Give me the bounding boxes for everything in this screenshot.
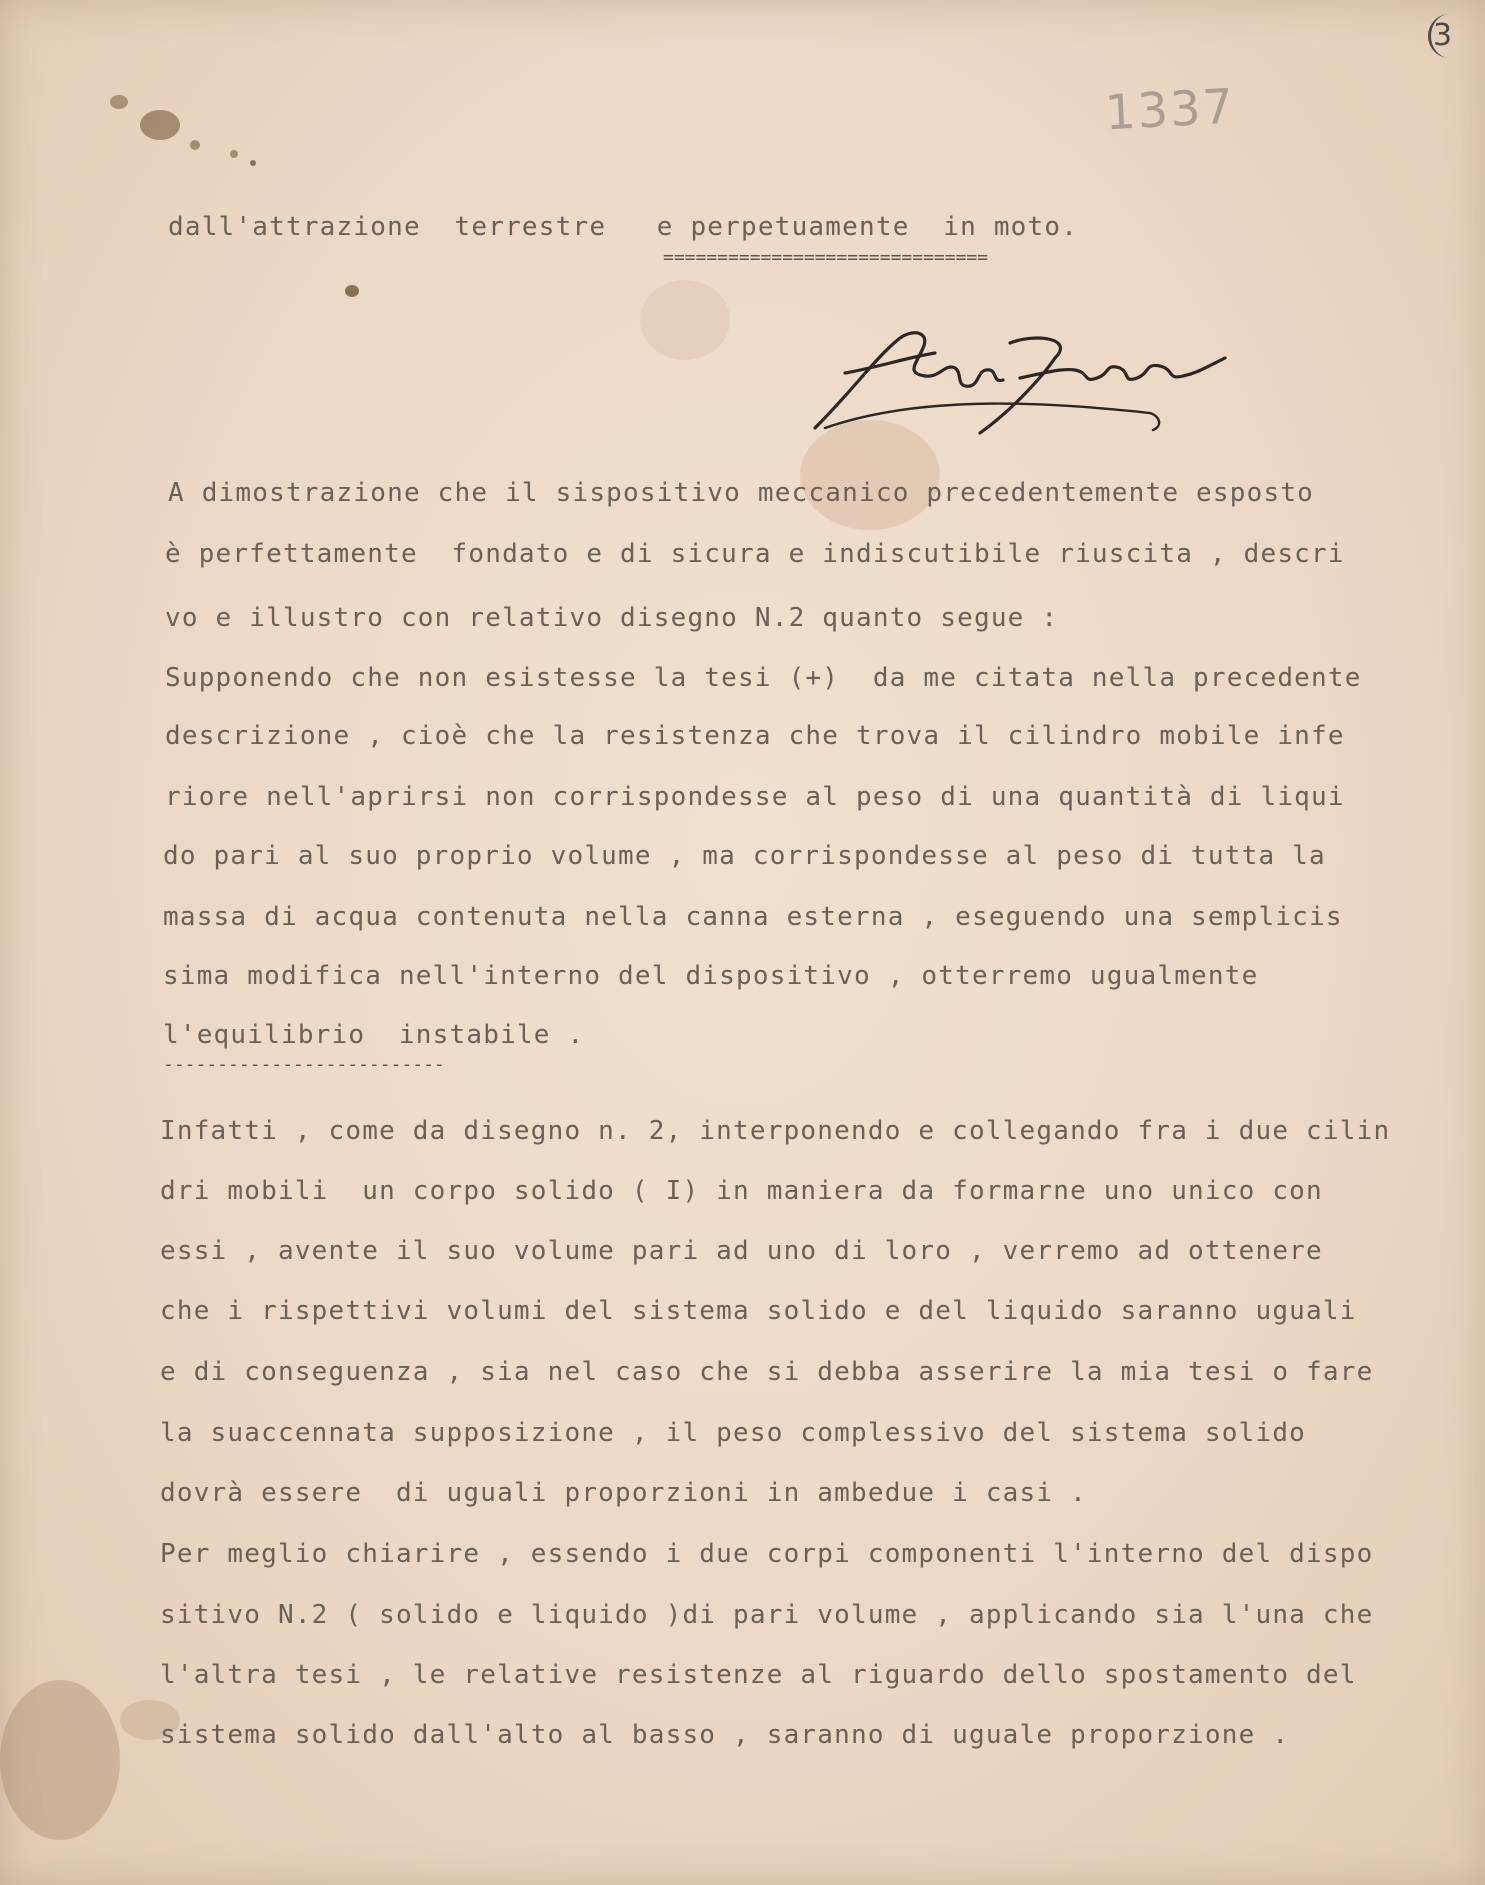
text-line: massa di acqua contenuta nella canna esterna , eseguendo una semplicis xyxy=(163,902,1343,932)
text-line: sitivo N.2 ( solido e liquido )di pari volume , applicando sia l'una che xyxy=(160,1600,1374,1630)
text-line: Infatti , come da disegno n. 2, interponendo e collegando fra i due cilin xyxy=(160,1116,1391,1146)
underline-rule: -------------------------- xyxy=(163,1054,445,1075)
double-underline-rule: ============================== xyxy=(663,247,989,268)
text-line: A dimostrazione che il sispositivo meccanico precedentemente esposto xyxy=(168,478,1315,508)
text-line: sistema solido dall'alto al basso , saranno di uguale proporzione . xyxy=(160,1720,1290,1750)
text-line: la suaccennata supposizione , il peso complessivo del sistema solido xyxy=(160,1418,1307,1448)
water-stain xyxy=(640,280,730,360)
text-line: l'equilibrio instabile . xyxy=(163,1020,585,1050)
text-line: Per meglio chiarire , essendo i due corpi componenti l'interno del dispo xyxy=(160,1539,1374,1569)
text-line: vo e illustro con relativo disegno N.2 quanto segue : xyxy=(165,603,1059,633)
page-number: 3 xyxy=(1433,18,1453,53)
ink-stain xyxy=(110,95,128,109)
text-line: dri mobili un corpo solido ( I) in maniera da formarne uno unico con xyxy=(160,1176,1323,1206)
water-stain xyxy=(0,1680,120,1840)
ink-stain xyxy=(190,140,200,150)
text-line: riore nell'aprirsi non corrispondesse al peso di una quantità di liqui xyxy=(165,782,1345,812)
ink-stain xyxy=(140,110,180,140)
ink-stain xyxy=(230,150,238,158)
text-line: sima modifica nell'interno del dispositivo , otterremo ugualmente xyxy=(163,961,1259,991)
text-line: è perfettamente fondato e di sicura e indiscutibile riuscita , descri xyxy=(165,539,1345,569)
text-line: dovrà essere di uguali proporzioni in ambedue i casi . xyxy=(160,1478,1087,1508)
text-line: che i rispettivi volumi del sistema solido e del liquido saranno uguali xyxy=(160,1296,1357,1326)
text-line: do pari al suo proprio volume , ma corrispondesse al peso di tutta la xyxy=(163,841,1326,871)
ink-stain xyxy=(250,160,256,166)
text-line: e di conseguenza , sia nel caso che si debba asserire la mia tesi o fare xyxy=(160,1357,1374,1387)
ink-stain xyxy=(345,285,359,297)
text-line: dall'attrazione terrestre e perpetuamente in moto. xyxy=(168,212,1079,242)
text-line: l'altra tesi , le relative resistenze al riguardo dello spostamento del xyxy=(160,1660,1357,1690)
text-line: descrizione , cioè che la resistenza che trova il cilindro mobile infe xyxy=(165,721,1345,751)
pencil-archive-number: 1337 xyxy=(1103,78,1237,142)
text-line: Supponendo che non esistesse la tesi (+) da me citata nella precedente xyxy=(165,663,1362,693)
text-line: essi , avente il suo volume pari ad uno di loro , verremo ad ottenere xyxy=(160,1236,1323,1266)
handwritten-signature xyxy=(805,318,1245,438)
